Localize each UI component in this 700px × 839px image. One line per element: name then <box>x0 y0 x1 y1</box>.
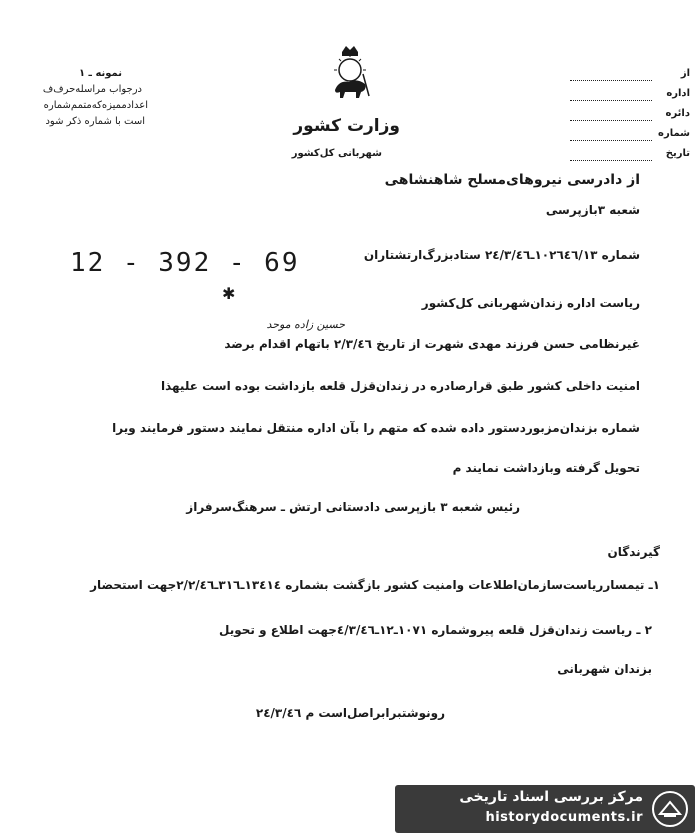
asterisk-mark: ✱ <box>222 284 236 303</box>
field-from: از <box>570 68 690 86</box>
recipient-3: بزندان شهربانی <box>557 662 652 676</box>
field-division: دائره <box>570 108 690 126</box>
department-title: شهربانی کل‌کشور <box>291 148 382 159</box>
from-line: از دادرسی نیروهای‌مسلح شاهنشاهی <box>384 172 640 188</box>
recipient-1: ١ـ تیمسارریاست‌سازمان‌اطلاعات وامنیت کشور بازگشت بشماره ١٣٤١٤ـ٣١٦ـ٢/٢/٤٦جهت استحضار <box>90 578 660 592</box>
recipients-title: گیرندگان <box>607 545 660 559</box>
addressee-line: ریاست اداره زندان‌شهربانی کل‌کشور <box>421 296 640 310</box>
reference-line: شماره ١٠٢٦٤٦/١٣ـ٢٤/٣/٤٦ ستادبزرگ‌ارتشتاران <box>363 248 640 262</box>
archive-url: historydocuments.ir <box>485 810 643 825</box>
archive-watermark <box>395 785 695 833</box>
body-line-3: شماره بزندان‌مزبوردستور داده شده که متهم را بآن اداره منتقل نمایند دستور فرمایند ویرا <box>112 421 640 435</box>
copy-line: رونوشتبرابراصل‌است م ٢٤/٣/٤٦ <box>255 706 445 720</box>
archive-title: مرکز بررسی اسناد تاریخی <box>459 789 643 805</box>
lion-and-sun-emblem <box>325 44 375 104</box>
ministry-title: وزارت کشور <box>293 116 400 136</box>
field-date: تاریخ <box>570 148 690 166</box>
handwritten-annotation: حسین زاده موحد <box>266 318 345 331</box>
body-line-2: امنیت داخلی کشور طبق قرارصادره در زندان‌قزل قلعه بازداشت بوده است علیهذا <box>160 379 640 393</box>
recipient-2: ٢ ـ ریاست زندان‌قزل قلعه پیروشماره ١٠٧١ـ١٢ـ٤/٣/٤٦جهت اطلاع و تحویل <box>219 623 652 637</box>
instruction-line-3: است با شماره ذکر شود <box>45 116 145 127</box>
instruction-line-2: اعدادممیزه‌که‌متمم‌شماره <box>43 100 148 111</box>
body-line-4: تحویل گرفته وبازداشت نمایند م <box>452 461 640 475</box>
branch-line: شعبه ٣بازپرسی <box>545 203 640 217</box>
instruction-line-1: درجواب مراسله‌حرف‌ف <box>42 84 142 95</box>
sample-number: نمونه ـ ١ <box>78 68 122 79</box>
field-office: اداره <box>570 88 690 106</box>
body-line-1: غیرنظامی حسن فرزند مهدی شهرت از تاریخ ٢/٣/٤٦ باتهام اقدام برضد <box>224 337 640 351</box>
field-number: شماره <box>570 128 690 146</box>
signature-line: رئیس شعبه ٣ بازپرسی دادستانی ارتش ـ سرهنگ‌سرفراز <box>186 500 520 514</box>
handwritten-reference-number: 12 - 392 - 69 <box>70 248 300 278</box>
archive-logo-icon <box>651 790 689 828</box>
